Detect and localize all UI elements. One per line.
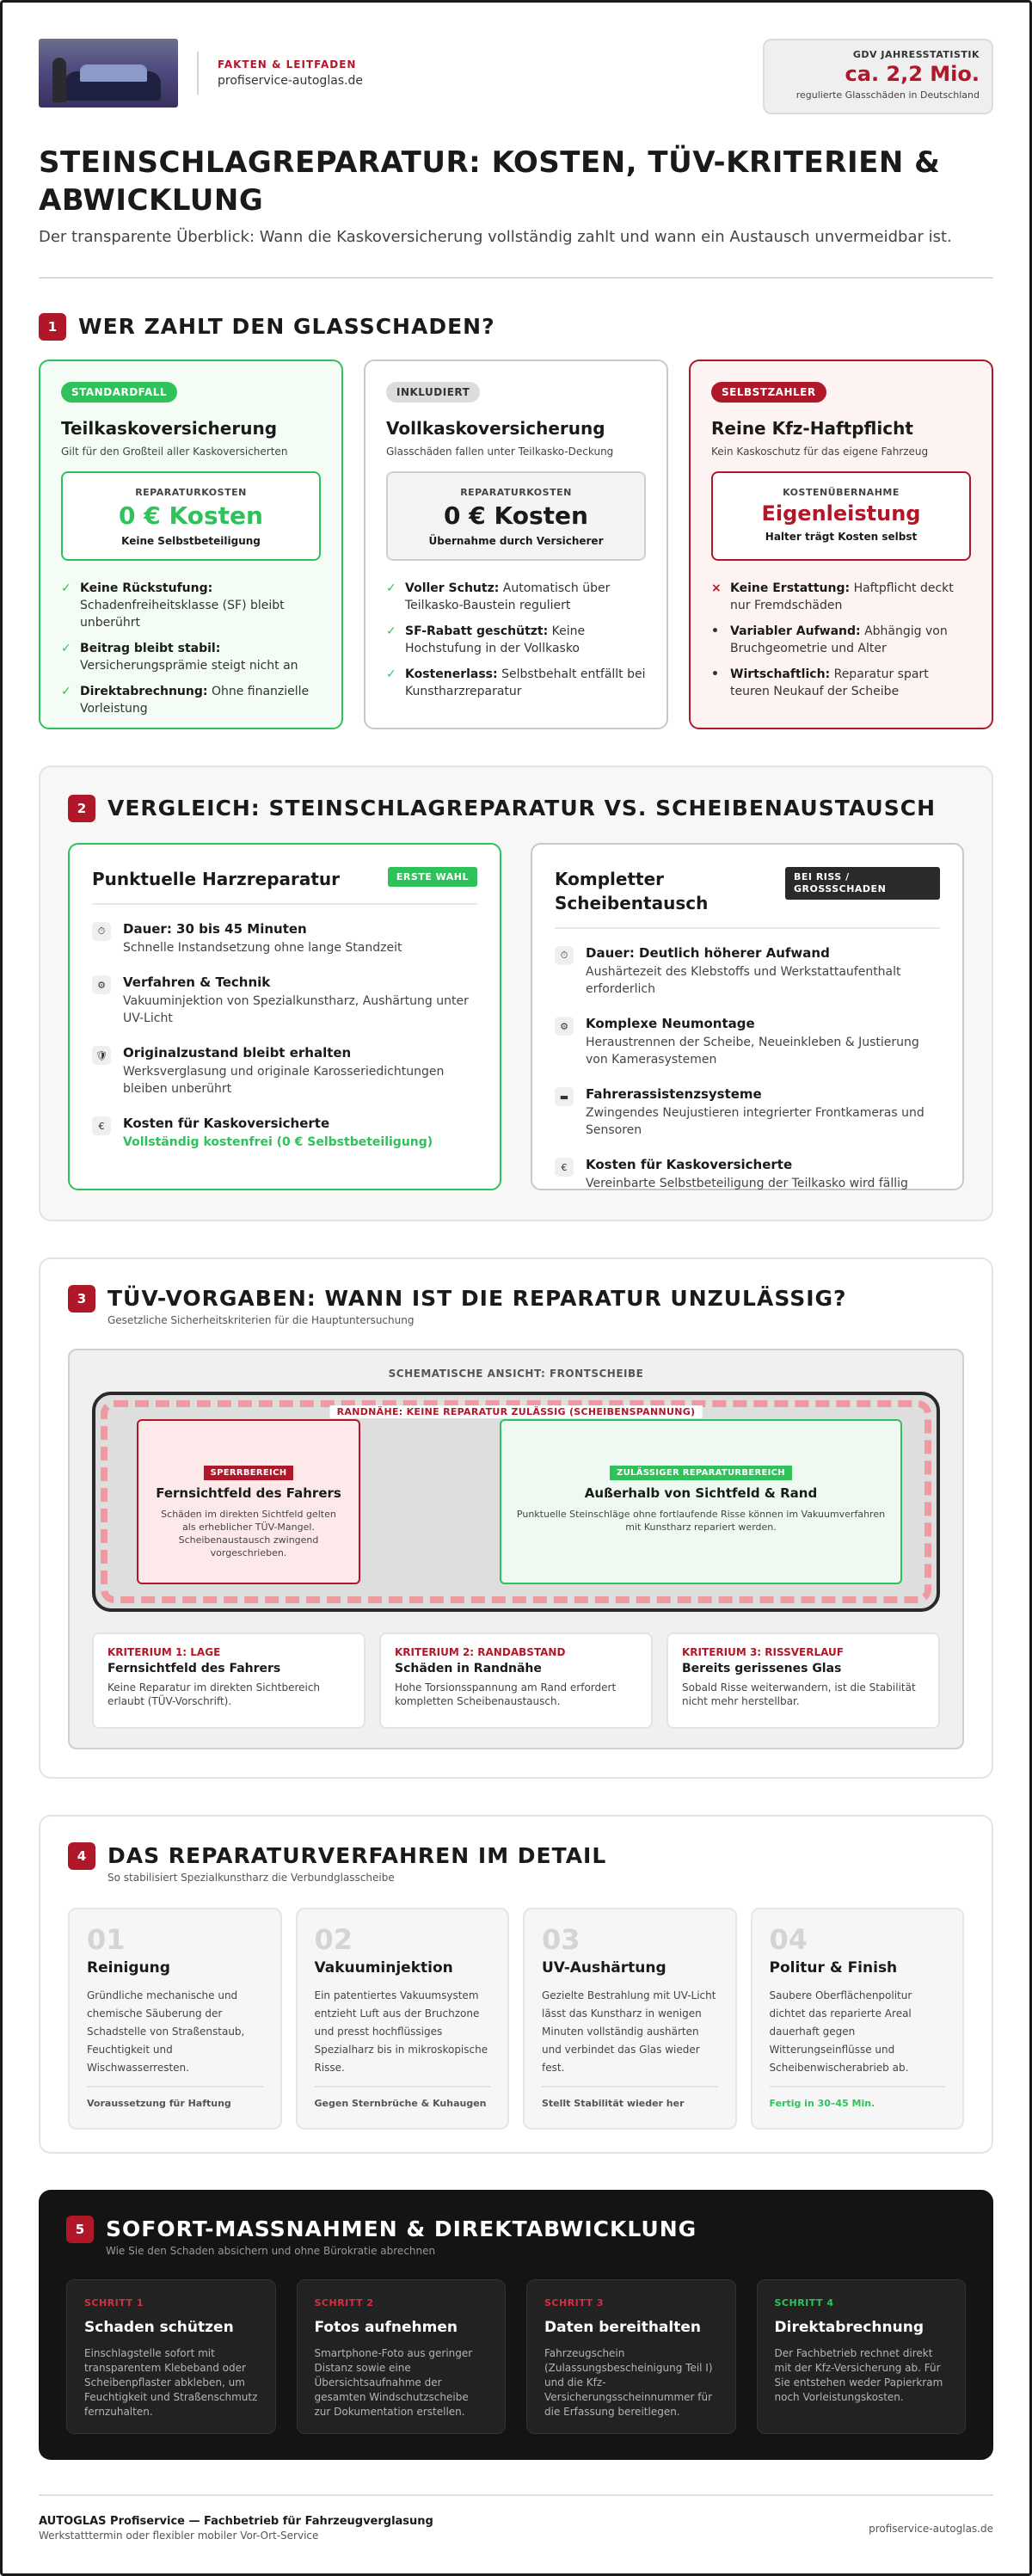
cost-value: Eigenleistung: [761, 501, 921, 526]
euro-icon: €: [555, 1158, 574, 1177]
action-step-label: SCHRITT 2: [314, 2297, 374, 2309]
card-title: Kompletter Scheibentausch: [555, 869, 709, 913]
section-subtitle: Wie Sie den Schaden absichern und ohne Bürokratie abrechnen: [106, 2245, 436, 2257]
zone-title: Außerhalb von Sichtfeld & Rand: [584, 1485, 818, 1501]
bullet-icon: •: [711, 667, 719, 681]
process-step: [296, 1908, 510, 2130]
step-footer: Voraussetzung für Haftung: [87, 2086, 263, 2109]
card-subtitle: Gilt für den Großteil aller Kaskoversicherten: [61, 446, 288, 458]
card-vollkasko: [364, 360, 668, 729]
cost-box: [61, 471, 321, 561]
footer-subtitle: Werkstatttermin oder flexibler mobiler Vor-Ort-Service: [39, 2530, 319, 2542]
cost-note: Übernahme durch Versicherer: [428, 535, 604, 547]
cost-label: REPARATURKOSTEN: [135, 487, 247, 498]
action-card: [757, 2279, 967, 2434]
stat-box: [763, 39, 993, 114]
check-icon: ✓: [61, 685, 71, 698]
feature-row: 🛡 Originalzustand bleibt erhalten Werksverglasung und originale Karosseriedichtungen bleiben unberührt: [92, 1044, 477, 1097]
cost-label: REPARATURKOSTEN: [460, 487, 572, 498]
windshield-diagram: [68, 1349, 964, 1749]
list-item: ✓ Beitrag bleibt stabil: Versicherungsprämie steigt nicht an: [61, 642, 298, 673]
criteria-list: [92, 1632, 940, 1729]
section-number: 2: [68, 795, 95, 822]
benefit-list: [386, 580, 646, 700]
euro-icon: €: [92, 1116, 111, 1135]
step-title: UV-Aushärtung: [542, 1959, 666, 1977]
action-title: Daten bereithalten: [544, 2319, 701, 2336]
card-header: [555, 867, 940, 929]
zone-badge: SPERRBEREICH: [204, 1466, 294, 1480]
step-description: Saubere Oberflächenpolitur dichtet das reparierte Areal dauerhaft gegen Witterungseinflüsse und Scheibenwischerabrieb ab.: [769, 1989, 912, 2074]
feature-list: [555, 944, 940, 1192]
cross-icon: ×: [711, 581, 722, 595]
card-subtitle: Kein Kaskoschutz für das eigene Fahrzeug: [711, 446, 929, 458]
action-title: Direktabrechnung: [774, 2319, 924, 2336]
stat-note: regulierte Glasschäden in Deutschland: [796, 89, 980, 101]
step-number: 04: [769, 1923, 808, 1956]
section-header: [68, 1842, 964, 1884]
driver-view-zone: [137, 1419, 360, 1584]
list-item: × Keine Erstattung: Haftpflicht deckt nur Fremdschäden: [711, 581, 954, 612]
card-title: Teilkaskoversicherung: [61, 418, 278, 439]
diagram-title: SCHEMATISCHE ANSICHT: FRONTSCHEIBE: [388, 1368, 644, 1380]
section-comparison: [39, 765, 993, 1221]
gear-icon: ⚙: [92, 975, 111, 994]
action-title: Schaden schützen: [84, 2319, 234, 2336]
criterion-card: [379, 1632, 653, 1729]
section-header: [68, 795, 964, 822]
footer: [39, 2494, 993, 2542]
cost-value: 0 € Kosten: [119, 501, 263, 530]
badge: SELBSTZAHLER: [711, 382, 826, 403]
section-number: 5: [66, 2216, 94, 2243]
list-item: ✓ Direktabrechnung: Ohne finanzielle Vorleistung: [61, 685, 310, 716]
badge: ERSTE WAHL: [388, 867, 477, 887]
list-item: • Variabler Aufwand: Abhängig von Bruchgeometrie und Alter: [711, 624, 948, 655]
card-title: Reine Kfz-Haftpflicht: [711, 418, 913, 439]
zone-title: Fernsichtfeld des Fahrers: [156, 1485, 341, 1501]
windshield: [92, 1392, 940, 1612]
criterion-title: Bereits gerissenes Glas: [682, 1662, 842, 1675]
action-description: Der Fachbetrieb rechnet direkt mit der Kfz-Versicherung ab. Für Sie entstehen weder Papierkram noch Vorleistungskosten.: [774, 2347, 943, 2403]
check-icon: ✓: [386, 667, 396, 681]
criterion-description: Sobald Risse weiterwandern, ist die Stabilität nicht mehr herstellbar.: [682, 1681, 916, 1707]
action-description: Smartphone-Foto aus geringer Distanz sowie eine Übersichtsaufnahme der gesamten Windschutzscheibe zur Dokumentation erstellen.: [314, 2347, 473, 2418]
step-description: Ein patentiertes Vakuumsystem entzieht Luft aus der Bruchzone und presst hochflüssiges Spezialharz bis in mikroskopische Risse.: [314, 1989, 488, 2074]
action-card: [526, 2279, 736, 2434]
section-title: VERGLEICH: STEINSCHLAGREPARATUR VS. SCHEIBENAUSTAUSCH: [108, 796, 936, 821]
badge: STANDARDFALL: [61, 382, 177, 403]
process-step: [751, 1908, 965, 2130]
feature-row: € Kosten für Kaskoversicherte Vereinbarte Selbstbeteiligung der Teilkasko wird fällig: [555, 1156, 940, 1192]
insurance-cards: [39, 360, 993, 729]
feature-row: ⚙ Komplexe Neumontage Heraustrennen der Scheibe, Neueinkleben & Justierung von Kamerasystemen: [555, 1015, 940, 1068]
brand-divider: [197, 52, 199, 95]
badge: BEI RISS / GROSSSCHADEN: [785, 867, 940, 900]
section-header: [66, 2216, 966, 2257]
gear-icon: ⚙: [555, 1017, 574, 1036]
feature-row: ⏱ Dauer: 30 bis 45 Minuten Schnelle Instandsetzung ohne lange Standzeit: [92, 920, 477, 956]
divider: [39, 277, 993, 279]
cost-box: [711, 471, 971, 561]
action-title: Fotos aufnehmen: [314, 2319, 458, 2336]
card-subtitle: Glasschäden fallen unter Teilkasko-Deckung: [386, 446, 614, 458]
section-subtitle: Gesetzliche Sicherheitskriterien für die Hauptuntersuchung: [108, 1314, 415, 1326]
list-item: ✓ SF-Rabatt geschützt: Keine Hochstufung in der Vollkasko: [386, 624, 586, 655]
brand-kicker: FAKTEN & LEITFADEN: [218, 58, 357, 71]
step-description: Gründliche mechanische und chemische Säuberung der Schadstelle von Straßenstaub, Feuchtigkeit und Wischwasserresten.: [87, 1989, 245, 2074]
badge: INKLUDIERT: [386, 382, 480, 403]
step-title: Reinigung: [87, 1959, 170, 1977]
cost-value: 0 € Kosten: [444, 501, 588, 530]
page-title: STEINSCHLAGREPARATUR: KOSTEN, TÜV-KRITERIEN & ABWICKLUNG: [39, 145, 941, 218]
shield-icon: 🛡: [92, 1046, 111, 1065]
section-number: 4: [68, 1842, 95, 1870]
repair-allowed-zone: [500, 1419, 902, 1584]
clock-icon: ⏱: [555, 946, 574, 965]
card-title: Vollkaskoversicherung: [386, 418, 605, 439]
section-title: WER ZAHLT DEN GLASSCHADEN?: [78, 314, 495, 339]
step-title: Politur & Finish: [769, 1959, 898, 1977]
cost-note: Halter trägt Kosten selbst: [765, 531, 918, 543]
list-item: ✓ Keine Rückstufung: Schadenfreiheitsklasse (SF) bleibt unberührt: [61, 581, 285, 630]
criterion-card: [666, 1632, 940, 1729]
zone-description: Punktuelle Steinschläge ohne fortlaufende Risse können im Vakuumverfahren mit Kunstharz repariert werden.: [516, 1509, 886, 1533]
criterion-description: Keine Reparatur im direkten Sichtbereich erlaubt (TÜV-Vorschrift).: [108, 1681, 321, 1707]
list-item: ✓ Kostenerlass: Selbstbehalt entfällt bei Kunstharzreparatur: [386, 667, 646, 698]
technician-photo: [39, 39, 178, 108]
card-windshield-replacement: [531, 843, 964, 1190]
action-steps: [66, 2279, 966, 2434]
section-immediate-actions: [39, 2190, 993, 2460]
action-step-label: SCHRITT 1: [84, 2297, 144, 2309]
stat-value: ca. 2,2 Mio.: [845, 62, 980, 86]
step-number: 02: [314, 1923, 353, 1956]
check-icon: ✓: [61, 581, 71, 595]
footer-url[interactable]: profiservice-autoglas.de: [869, 2522, 993, 2535]
brand-url[interactable]: profiservice-autoglas.de: [218, 74, 364, 88]
zone-description: Schäden im direkten Sichtfeld gelten als erheblicher TÜV-Mangel. Scheibenaustausch zwingend vorgeschrieben.: [161, 1509, 336, 1559]
zone-badge: ZULÄSSIGER REPARATURBEREICH: [610, 1466, 792, 1480]
section-title: TÜV-VORGABEN: WANN IST DIE REPARATUR UNZULÄSSIG?: [108, 1286, 847, 1311]
step-title: Vakuuminjektion: [314, 1959, 453, 1977]
card-header: [92, 867, 477, 905]
section-title: DAS REPARATURVERFAHREN IM DETAIL: [108, 1843, 607, 1868]
step-footer: Gegen Sternbrüche & Kuhaugen: [315, 2086, 491, 2109]
action-description: Einschlagstelle sofort mit transparentem Klebeband oder Scheibenpflaster abkleben, um Feuchtigkeit und Straßenschmutz fernzuhalten.: [84, 2347, 258, 2418]
section-header: [39, 313, 993, 341]
section-who-pays: [39, 313, 993, 729]
feature-row: ⏱ Dauer: Deutlich höherer Aufwand Aushärtezeit des Klebstoffs und Werkstattaufenthalt erforderlich: [555, 944, 940, 998]
process-step: [68, 1908, 282, 2130]
cost-box: [386, 471, 646, 561]
benefit-list: [711, 580, 971, 700]
photo-windshield: [80, 65, 147, 82]
cost-label: KOSTENÜBERNAHME: [783, 487, 900, 498]
check-icon: ✓: [61, 642, 71, 655]
section-repair-process: [39, 1815, 993, 2154]
card-haftpflicht: [689, 360, 993, 729]
footer-title: AUTOGLAS Profiservice — Fachbetrieb für Fahrzeugverglasung: [39, 2515, 433, 2528]
header: [39, 3, 993, 123]
edge-zone-label: RANDNÄHE: KEINE REPARATUR ZULÄSSIG (SCHEIBENSPANNUNG): [330, 1405, 703, 1418]
process-step: [523, 1908, 737, 2130]
cost-note: Keine Selbstbeteiligung: [121, 535, 261, 547]
photo-technician: [52, 58, 66, 102]
step-description: Gezielte Bestrahlung mit UV-Licht lässt das Kunstharz in wenigen Minuten vollständig aushärten und verbindet das Glas wieder fest.: [542, 1989, 716, 2074]
criterion-label: KRITERIUM 2: RANDABSTAND: [395, 1646, 566, 1658]
list-item: ✓ Voller Schutz: Automatisch über Teilkasko-Baustein reguliert: [386, 581, 611, 612]
criterion-description: Hohe Torsionsspannung am Rand erfordert kompletten Scheibenaustausch.: [395, 1681, 617, 1707]
criterion-title: Fernsichtfeld des Fahrers: [108, 1662, 281, 1675]
action-step-label: SCHRITT 4: [774, 2297, 834, 2309]
criterion-label: KRITERIUM 1: LAGE: [108, 1646, 221, 1658]
brand: [39, 39, 363, 108]
section-header: [68, 1285, 964, 1326]
camera-icon: ▬: [555, 1087, 574, 1106]
comparison-cards: [68, 843, 964, 1190]
card-title: Punktuelle Harzreparatur: [92, 869, 341, 889]
feature-list: [92, 920, 477, 1151]
step-number: 03: [542, 1923, 580, 1956]
section-subtitle: So stabilisiert Spezialkunstharz die Verbundglasscheibe: [108, 1872, 395, 1884]
benefit-list: [61, 580, 321, 717]
list-item: • Wirtschaftlich: Reparatur spart teuren Neukauf der Scheibe: [711, 667, 929, 698]
section-tuev-rules: [39, 1257, 993, 1779]
criterion-title: Schäden in Randnähe: [395, 1662, 542, 1675]
feature-row: ⚙ Verfahren & Technik Vakuuminjektion von Spezialkunstharz, Aushärtung unter UV-Licht: [92, 974, 477, 1027]
feature-row: ▬ Fahrerassistenzsysteme Zwingendes Neujustieren integrierter Frontkameras und Sensoren: [555, 1085, 940, 1139]
page-subtitle: Der transparente Überblick: Wann die Kaskoversicherung vollständig zahlt und wann ein Austausch unvermeidbar ist.: [39, 228, 952, 246]
card-resin-repair: [68, 843, 501, 1190]
feature-row: € Kosten für Kaskoversicherte Vollständig kostenfrei (0 € Selbstbeteiligung): [92, 1115, 477, 1151]
card-teilkasko: [39, 360, 343, 729]
action-step-label: SCHRITT 3: [544, 2297, 605, 2309]
action-card: [297, 2279, 507, 2434]
brand-text: [218, 58, 363, 88]
step-footer: Stellt Stabilität wieder her: [542, 2086, 718, 2109]
section-number: 1: [39, 313, 66, 341]
criterion-label: KRITERIUM 3: RISSVERLAUF: [682, 1646, 844, 1658]
action-card: [66, 2279, 276, 2434]
step-footer: Fertig in 30–45 Min.: [770, 2086, 946, 2109]
check-icon: ✓: [386, 624, 396, 638]
action-description: Fahrzeugschein (Zulassungsbescheinigung Teil I) und die Kfz-Versicherungsscheinnummer für die Erfassung bereitlegen.: [544, 2347, 713, 2418]
step-number: 01: [87, 1923, 126, 1956]
section-number: 3: [68, 1285, 95, 1313]
process-steps: [68, 1908, 964, 2130]
check-icon: ✓: [386, 581, 396, 595]
clock-icon: ⏱: [92, 922, 111, 941]
section-title: SOFORT-MASSNAHMEN & DIREKTABWICKLUNG: [106, 2216, 697, 2241]
criterion-card: [92, 1632, 366, 1729]
bullet-icon: •: [711, 624, 719, 638]
stat-kicker: GDV JAHRESSTATISTIK: [852, 49, 980, 60]
